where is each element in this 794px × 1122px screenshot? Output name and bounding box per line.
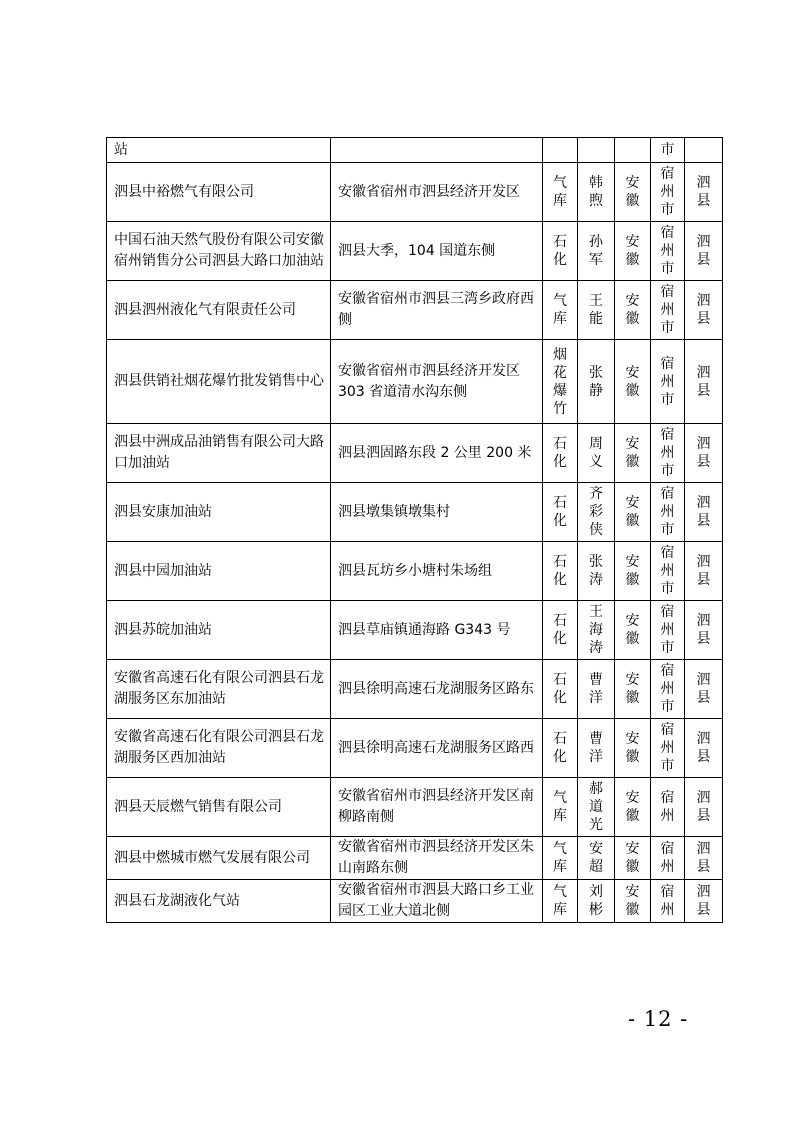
province-cell-text: 安徽 bbox=[625, 884, 640, 918]
address-cell-text: 安徽省宿州市泗县经济开发区 303 省道清水沟东侧 bbox=[338, 362, 520, 400]
table-row bbox=[107, 163, 723, 222]
company-name-cell-text: 泗县天辰燃气销售有限公司 bbox=[114, 798, 282, 815]
company-name-cell-text: 安徽省高速石化有限公司泗县石龙湖服务区西加油站 bbox=[114, 729, 324, 766]
contact-person-cell bbox=[578, 222, 615, 281]
contact-person-cell-text: 齐彩侠 bbox=[589, 486, 603, 538]
address-cell-text: 泗县大季，104 国道东侧 bbox=[338, 242, 496, 259]
province-cell bbox=[615, 163, 651, 222]
company-name-cell-text: 泗县中洲成品油销售有限公司大路口加油站 bbox=[114, 434, 324, 471]
table-row bbox=[107, 719, 723, 778]
contact-person-cell bbox=[578, 483, 615, 542]
contact-person-cell bbox=[578, 281, 615, 340]
contact-person-cell bbox=[578, 601, 615, 660]
company-name-cell bbox=[107, 837, 331, 880]
category-cell-text: 气库 bbox=[553, 884, 567, 918]
county-cell bbox=[685, 138, 723, 163]
county-cell bbox=[685, 778, 723, 837]
table-row bbox=[107, 424, 723, 483]
city-cell bbox=[651, 778, 685, 837]
category-cell-text: 石化 bbox=[553, 613, 567, 647]
province-cell bbox=[615, 719, 651, 778]
county-cell-text: 泗县 bbox=[696, 841, 711, 875]
company-name-cell bbox=[107, 281, 331, 340]
city-cell-text: 宿州市 bbox=[660, 284, 675, 336]
category-cell-text: 气库 bbox=[553, 841, 567, 875]
province-cell-text: 安徽 bbox=[625, 364, 640, 399]
city-cell-text: 宿州 bbox=[660, 790, 675, 824]
address-cell bbox=[331, 424, 543, 483]
category-cell bbox=[543, 837, 578, 880]
city-cell-text: 宿州市 bbox=[660, 545, 675, 597]
table-row bbox=[107, 660, 723, 719]
city-cell bbox=[651, 542, 685, 601]
address-cell bbox=[331, 542, 543, 601]
city-cell-text: 宿州市 bbox=[660, 486, 675, 538]
county-cell-text: 泗县 bbox=[696, 731, 711, 765]
table-row bbox=[107, 778, 723, 837]
address-cell bbox=[331, 138, 543, 163]
contact-person-cell bbox=[578, 424, 615, 483]
city-cell-text: 宿州市 bbox=[660, 166, 675, 218]
category-cell bbox=[543, 222, 578, 281]
city-cell bbox=[651, 483, 685, 542]
province-cell-text: 安徽 bbox=[625, 672, 640, 706]
city-cell-text: 宿州市 bbox=[660, 663, 675, 715]
county-cell bbox=[685, 837, 723, 880]
city-cell bbox=[651, 281, 685, 340]
table-row bbox=[107, 222, 723, 281]
category-cell bbox=[543, 163, 578, 222]
company-name-cell-text: 泗县石龙湖液化气站 bbox=[114, 892, 240, 909]
category-cell bbox=[543, 660, 578, 719]
address-cell-text: 泗县泗固路东段 2 公里 200 米 bbox=[338, 444, 532, 461]
county-cell bbox=[685, 483, 723, 542]
company-name-cell bbox=[107, 719, 331, 778]
province-cell bbox=[615, 880, 651, 923]
company-name-cell-text: 泗县中燃城市燃气发展有限公司 bbox=[114, 849, 310, 866]
address-cell bbox=[331, 601, 543, 660]
province-cell bbox=[615, 222, 651, 281]
address-cell bbox=[331, 778, 543, 837]
province-cell-text: 安徽 bbox=[625, 790, 640, 824]
address-cell bbox=[331, 660, 543, 719]
table-row bbox=[107, 837, 723, 880]
province-cell-text: 安徽 bbox=[625, 554, 640, 588]
page-number: - 12 - bbox=[628, 1007, 689, 1031]
county-cell-text: 泗县 bbox=[696, 554, 711, 588]
county-cell-text: 泗县 bbox=[696, 672, 711, 706]
company-name-cell bbox=[107, 222, 331, 281]
city-cell bbox=[651, 719, 685, 778]
county-cell bbox=[685, 601, 723, 660]
address-cell-text: 安徽省宿州市泗县大路口乡工业园区工业大道北侧 bbox=[338, 882, 534, 919]
province-cell-text: 安徽 bbox=[625, 234, 640, 268]
county-cell bbox=[685, 222, 723, 281]
province-cell-text: 安徽 bbox=[625, 841, 640, 875]
address-cell-text: 安徽省宿州市泗县经济开发区 bbox=[338, 183, 520, 200]
province-cell-text: 安徽 bbox=[625, 175, 640, 209]
category-cell-text: 气库 bbox=[553, 790, 567, 824]
table-row bbox=[107, 880, 723, 923]
company-name-cell bbox=[107, 340, 331, 424]
company-name-cell-text: 站 bbox=[114, 141, 128, 158]
enterprise-table bbox=[106, 137, 723, 923]
company-name-cell bbox=[107, 163, 331, 222]
county-cell-text: 泗县 bbox=[696, 364, 711, 399]
province-cell bbox=[615, 542, 651, 601]
county-cell bbox=[685, 719, 723, 778]
company-name-cell bbox=[107, 138, 331, 163]
city-cell-text: 市 bbox=[660, 142, 675, 158]
contact-person-cell bbox=[578, 138, 615, 163]
city-cell-text: 宿州 bbox=[660, 841, 675, 875]
province-cell bbox=[615, 778, 651, 837]
address-cell bbox=[331, 163, 543, 222]
category-cell bbox=[543, 483, 578, 542]
city-cell-text: 宿州市 bbox=[660, 225, 675, 277]
category-cell-text: 石化 bbox=[553, 731, 567, 765]
contact-person-cell bbox=[578, 880, 615, 923]
address-cell bbox=[331, 483, 543, 542]
province-cell bbox=[615, 837, 651, 880]
company-name-cell-text: 泗县泗州液化气有限责任公司 bbox=[114, 301, 296, 318]
category-cell bbox=[543, 138, 578, 163]
city-cell bbox=[651, 880, 685, 923]
company-name-cell-text: 泗县供销社烟花爆竹批发销售中心 bbox=[114, 373, 324, 389]
city-cell bbox=[651, 340, 685, 424]
city-cell bbox=[651, 424, 685, 483]
category-cell bbox=[543, 880, 578, 923]
address-cell bbox=[331, 340, 543, 424]
contact-person-cell-text: 周义 bbox=[589, 436, 603, 470]
county-cell bbox=[685, 163, 723, 222]
category-cell bbox=[543, 424, 578, 483]
category-cell bbox=[543, 542, 578, 601]
contact-person-cell bbox=[578, 660, 615, 719]
city-cell-text: 宿州市 bbox=[660, 427, 675, 479]
address-cell-text: 安徽省宿州市泗县经济开发区南柳路南侧 bbox=[338, 788, 534, 825]
category-cell bbox=[543, 601, 578, 660]
category-cell bbox=[543, 778, 578, 837]
company-name-cell bbox=[107, 542, 331, 601]
company-name-cell-text: 中国石油天然气股份有限公司安徽宿州销售分公司泗县大路口加油站 bbox=[114, 232, 324, 269]
contact-person-cell bbox=[578, 163, 615, 222]
category-cell-text: 石化 bbox=[553, 495, 567, 529]
address-cell-text: 安徽省宿州市泗县经济开发区朱山南路东侧 bbox=[338, 839, 534, 876]
province-cell-text: 安徽 bbox=[625, 613, 640, 647]
address-cell bbox=[331, 837, 543, 880]
county-cell bbox=[685, 281, 723, 340]
county-cell-text: 泗县 bbox=[696, 293, 711, 327]
company-name-cell bbox=[107, 483, 331, 542]
company-name-cell-text: 泗县中裕燃气有限公司 bbox=[114, 183, 254, 200]
category-cell-text: 石化 bbox=[553, 672, 567, 706]
city-cell bbox=[651, 222, 685, 281]
county-cell-text: 泗县 bbox=[696, 884, 711, 918]
table-row bbox=[107, 281, 723, 340]
province-cell bbox=[615, 340, 651, 424]
table-body bbox=[107, 138, 723, 923]
category-cell-text: 气库 bbox=[553, 175, 567, 209]
county-cell-text: 泗县 bbox=[696, 175, 711, 209]
contact-person-cell-text: 安超 bbox=[589, 841, 603, 875]
category-cell bbox=[543, 340, 578, 424]
county-cell-text: 泗县 bbox=[696, 495, 711, 529]
address-cell-text: 泗县瓦坊乡小塘村朱场组 bbox=[338, 562, 492, 579]
contact-person-cell-text: 刘彬 bbox=[589, 884, 603, 918]
company-name-cell bbox=[107, 660, 331, 719]
company-name-cell bbox=[107, 880, 331, 923]
city-cell bbox=[651, 660, 685, 719]
company-name-cell-text: 泗县安康加油站 bbox=[114, 503, 212, 520]
contact-person-cell-text: 韩煦 bbox=[589, 175, 603, 209]
county-cell-text: 泗县 bbox=[696, 613, 711, 647]
city-cell bbox=[651, 163, 685, 222]
category-cell-text: 石化 bbox=[553, 234, 567, 268]
province-cell bbox=[615, 138, 651, 163]
contact-person-cell-text: 曹洋 bbox=[589, 672, 603, 706]
city-cell-text: 宿州市 bbox=[660, 355, 675, 408]
city-cell-text: 宿州市 bbox=[660, 722, 675, 774]
company-name-cell-text: 泗县苏皖加油站 bbox=[114, 621, 212, 638]
contact-person-cell bbox=[578, 778, 615, 837]
address-cell bbox=[331, 719, 543, 778]
category-cell-text: 气库 bbox=[553, 293, 567, 327]
category-cell bbox=[543, 719, 578, 778]
county-cell bbox=[685, 660, 723, 719]
contact-person-cell-text: 张静 bbox=[589, 364, 603, 399]
company-name-cell bbox=[107, 778, 331, 837]
county-cell bbox=[685, 880, 723, 923]
city-cell bbox=[651, 138, 685, 163]
province-cell-text: 安徽 bbox=[625, 731, 640, 765]
contact-person-cell-text: 王海涛 bbox=[589, 604, 603, 656]
address-cell-text: 泗县草庙镇通海路 G343 号 bbox=[338, 621, 511, 638]
province-cell-text: 安徽 bbox=[625, 495, 640, 529]
city-cell bbox=[651, 601, 685, 660]
address-cell-text: 泗县徐明高速石龙湖服务区路西 bbox=[338, 739, 534, 756]
province-cell-text: 安徽 bbox=[625, 293, 640, 327]
table-row bbox=[107, 601, 723, 660]
contact-person-cell bbox=[578, 542, 615, 601]
address-cell-text: 泗县墩集镇墩集村 bbox=[338, 503, 450, 520]
province-cell bbox=[615, 601, 651, 660]
category-cell bbox=[543, 281, 578, 340]
contact-person-cell bbox=[578, 340, 615, 424]
city-cell-text: 宿州 bbox=[660, 884, 675, 918]
category-cell-text: 石化 bbox=[553, 436, 567, 470]
city-cell-text: 宿州市 bbox=[660, 604, 675, 656]
county-cell-text: 泗县 bbox=[696, 234, 711, 268]
company-name-cell-text: 泗县中园加油站 bbox=[114, 562, 212, 579]
table-row bbox=[107, 138, 723, 163]
city-cell bbox=[651, 837, 685, 880]
table-row bbox=[107, 542, 723, 601]
county-cell-text: 泗县 bbox=[696, 790, 711, 824]
county-cell-text: 泗县 bbox=[696, 436, 711, 470]
contact-person-cell-text: 王能 bbox=[589, 293, 603, 327]
address-cell-text: 泗县徐明高速石龙湖服务区路东 bbox=[338, 680, 534, 697]
category-cell-text: 石化 bbox=[553, 554, 567, 588]
company-name-cell-text: 安徽省高速石化有限公司泗县石龙湖服务区东加油站 bbox=[114, 670, 324, 707]
contact-person-cell-text: 曹洋 bbox=[589, 731, 603, 765]
company-name-cell bbox=[107, 601, 331, 660]
address-cell-text: 安徽省宿州市泗县三湾乡政府西侧 bbox=[338, 291, 534, 328]
company-name-cell bbox=[107, 424, 331, 483]
address-cell bbox=[331, 222, 543, 281]
address-cell bbox=[331, 880, 543, 923]
table-row bbox=[107, 340, 723, 424]
address-cell bbox=[331, 281, 543, 340]
contact-person-cell bbox=[578, 837, 615, 880]
county-cell bbox=[685, 340, 723, 424]
county-cell bbox=[685, 424, 723, 483]
contact-person-cell-text: 孙军 bbox=[589, 234, 603, 268]
contact-person-cell-text: 张涛 bbox=[589, 554, 603, 588]
table-row bbox=[107, 483, 723, 542]
province-cell-text: 安徽 bbox=[625, 436, 640, 470]
category-cell-text: 烟花爆竹 bbox=[553, 346, 567, 417]
province-cell bbox=[615, 483, 651, 542]
contact-person-cell bbox=[578, 719, 615, 778]
county-cell bbox=[685, 542, 723, 601]
province-cell bbox=[615, 424, 651, 483]
contact-person-cell-text: 郝道光 bbox=[589, 781, 603, 833]
province-cell bbox=[615, 660, 651, 719]
province-cell bbox=[615, 281, 651, 340]
